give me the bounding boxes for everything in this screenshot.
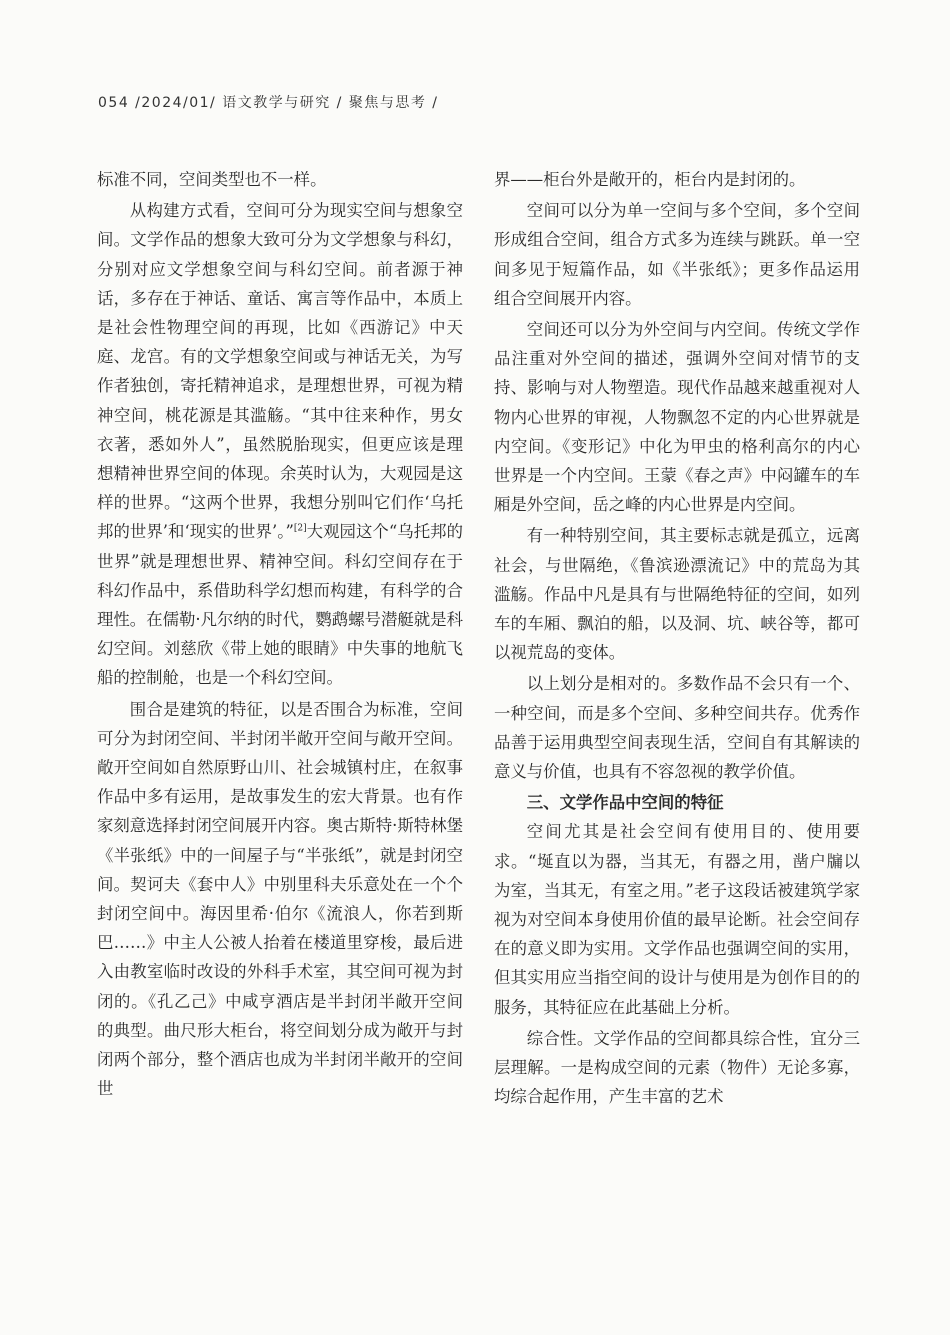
paragraph-enclosure: 围合是建筑的特征，以是否围合为标准，空间可分为封闭空间、半封闭半敞开空间与敞开空间。敞开空间如自然原野山川、社会城镇村庄，在叙事作品中多有运用，是故事发生的宏大背景。也有作家刻意选择封闭空间展开内容。奥古斯特·斯特林堡《半张纸》中的一间屋子与“半张纸”，就是封闭空间。契诃夫《套中人》中别里科夫乐意处在一个个封闭空间中。海因里希·伯尔《流浪人，你若到斯巴……》中主人公被人抬着在楼道里穿梭，最后进入由教室临时改设的外科手术室，其空间可视为封闭的。《孔乙己》中咸亨酒店是半封闭半敞开空间的典型。曲尺形大柜台，将空间划分成为敞开与封闭两个部分，整个酒店也成为半封闭半敞开的空间世 — [97, 699, 463, 1099]
paragraph-construction — [97, 196, 463, 692]
left-column — [97, 165, 463, 1106]
paragraph-outer-inner: 空间还可以分为外空间与内空间。传统文学作品注重对外空间的描述，强调外空间对情节的支持、影响与对人物塑造。现代作品越来越重视对人物内心世界的审视，人物飘忽不定的内心世界就是内空间。《变形记》中化为甲虫的格利高尔的内心世界是一个内空间。王蒙《春之声》中闷罐车的车厢是外空间，岳之峰的内心世界是内空间。 — [494, 320, 860, 515]
paragraph-relative: 以上划分是相对的。多数作品不会只有一个、一种空间，而是多个空间、多种空间共存。优秀作品善于运用典型空间表现生活，空间自有其解读的意义与价值，也具有不容忽视的教学价值。 — [494, 674, 860, 782]
paragraph-continuation: 界——柜台外是敞开的，柜台内是封闭的。 — [494, 170, 806, 189]
paragraph-text: 从构建方式看，空间可分为现实空间与想象空间。文学作品的想象大致可分为文学想象与科幻，分别对应文学想象空间与科幻空间。前者源于神话，多存在于神话、童话、寓言等作品中，本质上是社会性物理空间的再现，比如《西游记》中天庭、龙宫。有的文学想象空间或与神话无关，为写作者独创，寄托精神追求，是理想世界，可视为精神空间，桃花源是其滥觞。“其中往来种作，男女衣著，悉如外人”，虽然脱胎现实，但更应该是理想精神世界空间的体现。余英时认为，大观园是这样的世界。“这两个世界，我想分别叫它们作‘乌托邦的世界’和‘现实的世界’。” — [97, 201, 463, 542]
paragraph-isolated-space: 有一种特别空间，其主要标志就是孤立，远离社会，与世隔绝，《鲁滨逊漂流记》中的荒岛为其滥觞。作品中凡是具有与世隔绝特征的空间，如列车的车厢、飘泊的船，以及洞、坑、峡谷等，都可以视荒岛的变体。 — [494, 526, 860, 663]
paragraph-single-multiple: 空间可以分为单一空间与多个空间，多个空间形成组合空间，组合方式多为连续与跳跃。单一空间多见于短篇作品，如《半张纸》；更多作品运用组合空间展开内容。 — [494, 201, 860, 308]
paragraph-continuation: 标准不同，空间类型也不一样。 — [97, 170, 327, 189]
section-heading: 三、文学作品中空间的特征 — [526, 793, 724, 813]
paragraph-comprehensive: 综合性。文学作品的空间都具综合性，宜分三层理解。一是构成空间的元素（物件）无论多寡，均综合起作用，产生丰富的艺术 — [494, 1028, 860, 1107]
right-column — [494, 165, 860, 1114]
paragraph-purpose: 空间尤其是社会空间有使用目的、使用要求。“埏直以为器，当其无，有器之用，凿户牖以为室，当其无，有室之用。”老子这段话被建筑学家视为对空间本身使用价值的最早论断。社会空间存在的意义即为实用。文学作品也强调空间的实用，但其实用应当指空间的设计与使用是为创作目的的服务，其特征应在此基础上分析。 — [494, 822, 860, 1017]
citation-marker: [2] — [293, 523, 307, 534]
page-header: 054 /2024/01/ 语文教学与研究 / 聚焦与思考 / — [98, 95, 439, 111]
paragraph-text-tail: 大观园这个“乌托邦的世界”就是理想世界、精神空间。科幻空间存在于科幻作品中，系借助科学幻想而构建，有科学的合理性。在儒勒·凡尔纳的时代，鹦鹉螺号潜艇就是科幻空间。刘慈欣《带上她的眼睛》中失事的地航飞船的控制舱，也是一个科幻空间。 — [97, 522, 463, 688]
